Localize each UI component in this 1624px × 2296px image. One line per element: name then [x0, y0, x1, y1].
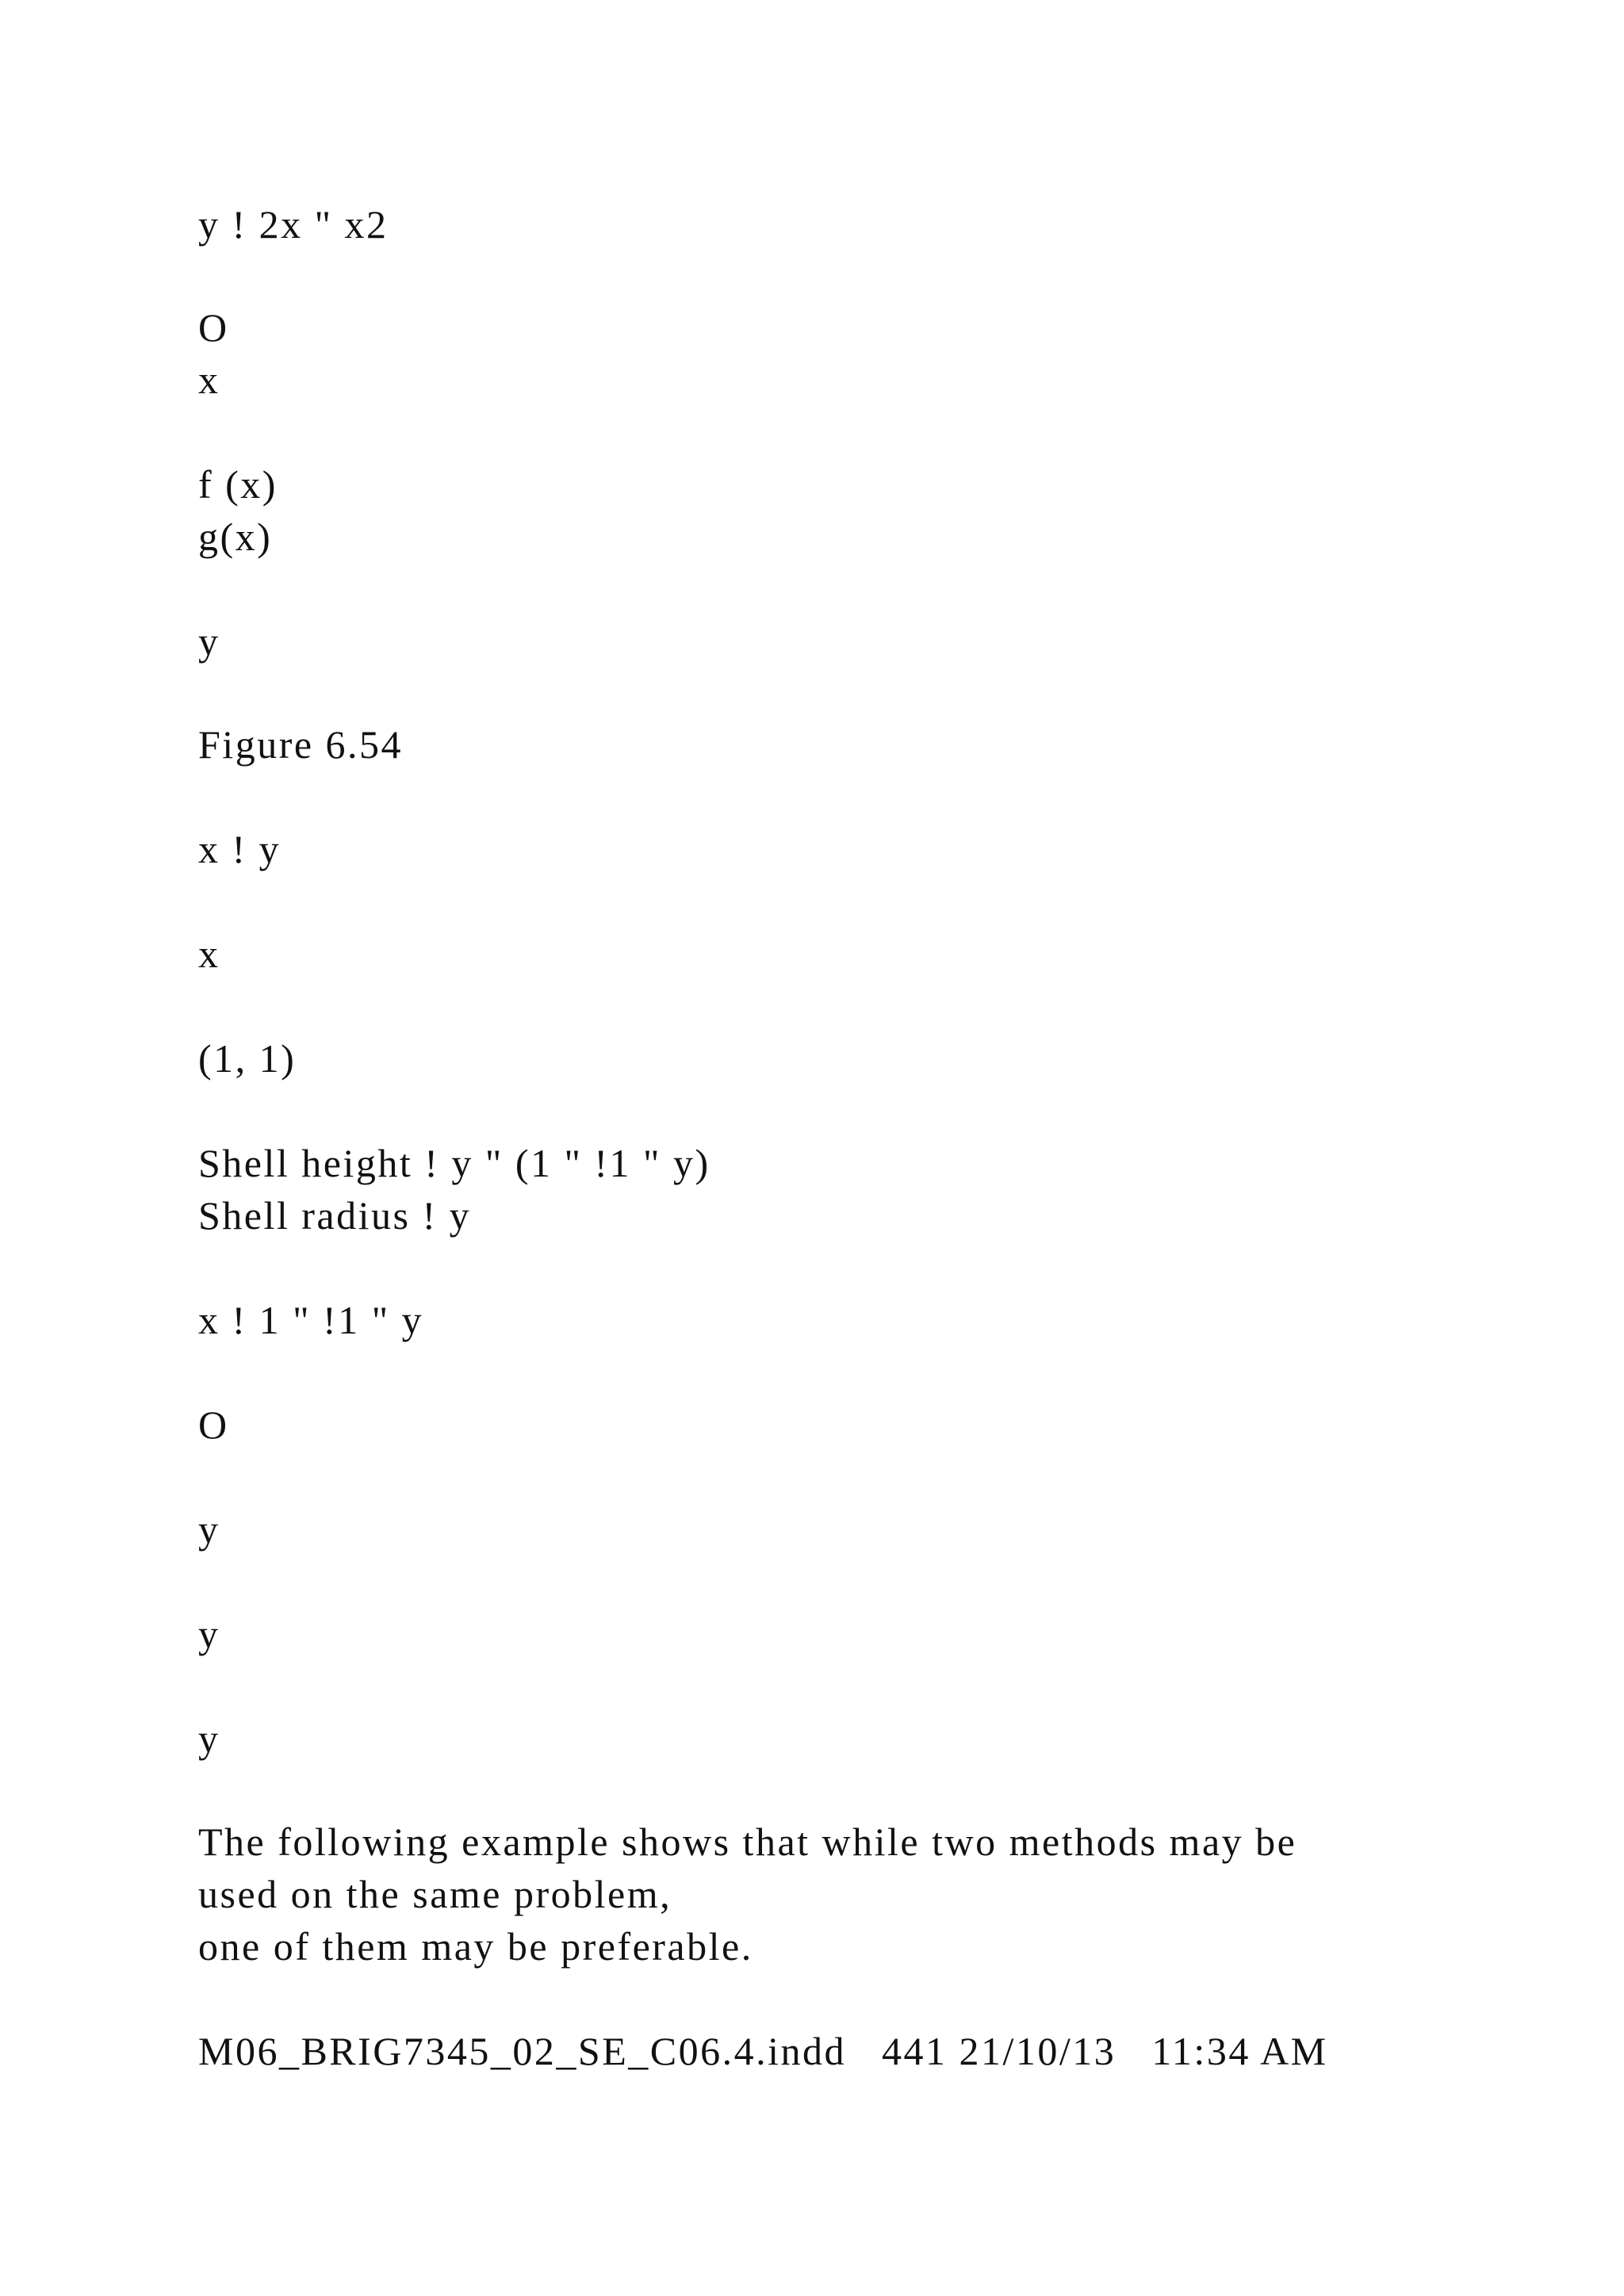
function-label-g: g(x)	[198, 515, 273, 559]
equation-line: y ! 2x " x2	[198, 202, 389, 247]
y-axis-label: y	[198, 1716, 220, 1761]
equation-line: x ! 1 " !1 " y	[198, 1298, 424, 1342]
shell-height-label: Shell height ! y " (1 " !1 " y)	[198, 1141, 710, 1185]
function-label-f: f (x)	[198, 462, 278, 507]
x-axis-label: x	[198, 932, 220, 976]
origin-label: O	[198, 1402, 229, 1447]
file-footer: M06_BRIG7345_02_SE_C06.4.indd 441 21/10/13 11:34 AM	[198, 2029, 1328, 2073]
body-text-line: one of them may be preferable.	[198, 1924, 753, 1969]
figure-caption: Figure 6.54	[198, 722, 404, 767]
body-text-line: used on the same problem,	[198, 1872, 672, 1916]
y-axis-label: y	[198, 1507, 220, 1552]
origin-label: O	[198, 305, 229, 350]
y-axis-label: y	[198, 1612, 220, 1656]
x-axis-label: x	[198, 358, 220, 402]
shell-radius-label: Shell radius ! y	[198, 1193, 472, 1238]
point-label: (1, 1)	[198, 1036, 297, 1081]
y-axis-label: y	[198, 619, 220, 664]
body-text-line: The following example shows that while two methods may be	[198, 1820, 1297, 1864]
equation-line: x ! y	[198, 827, 282, 871]
